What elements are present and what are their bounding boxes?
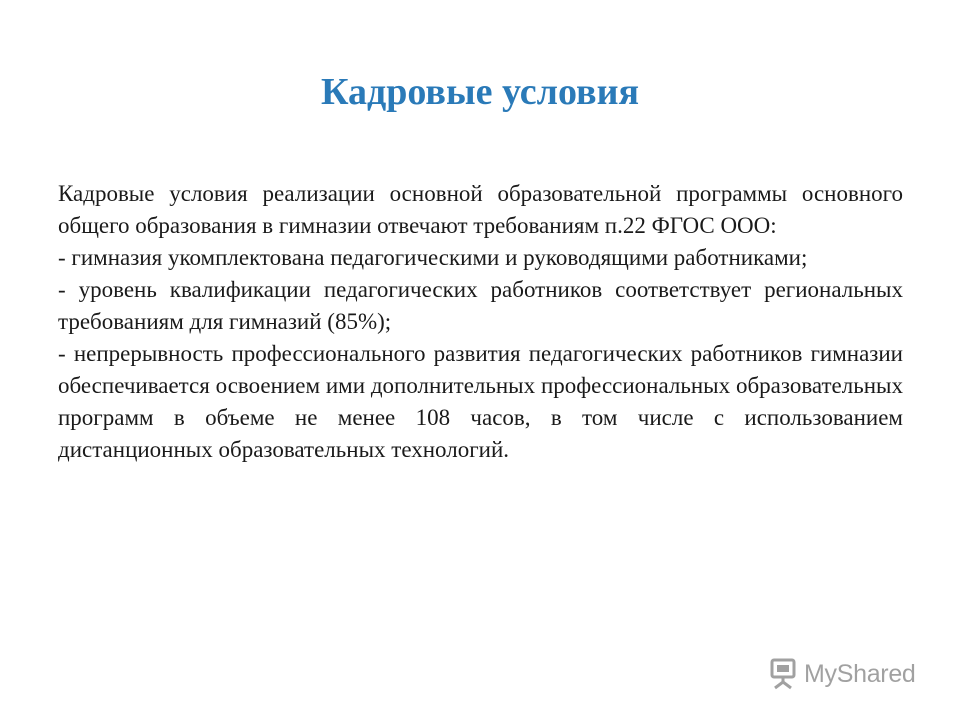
myshared-logo-icon [768,658,798,690]
paragraph-staffing: - гимназия укомплектована педагогическими и руководящими работниками; [58,245,808,270]
slide-title: Кадровые условия [320,71,640,113]
paragraph-intro: Кадровые условия реализации основной образовательной программы основного общего образования в гимназии отвечают требованиям п.22 ФГОС ООО: [58,181,903,238]
slide-body [58,178,903,466]
myshared-watermark-text: MyShared [804,659,916,688]
myshared-watermark [768,656,916,692]
paragraph-qualification: - уровень квалификации педагогических работников соответствует региональных требованиям для гимназий (85%); [58,277,903,334]
paragraph-development: - непрерывность профессионального развития педагогических работников гимназии обеспечивается освоением ими дополнительных профессиональных образовательных программ в объеме не менее 108 часов, в том числе с использованием дистанционных образовательных технологий. [58,341,903,462]
